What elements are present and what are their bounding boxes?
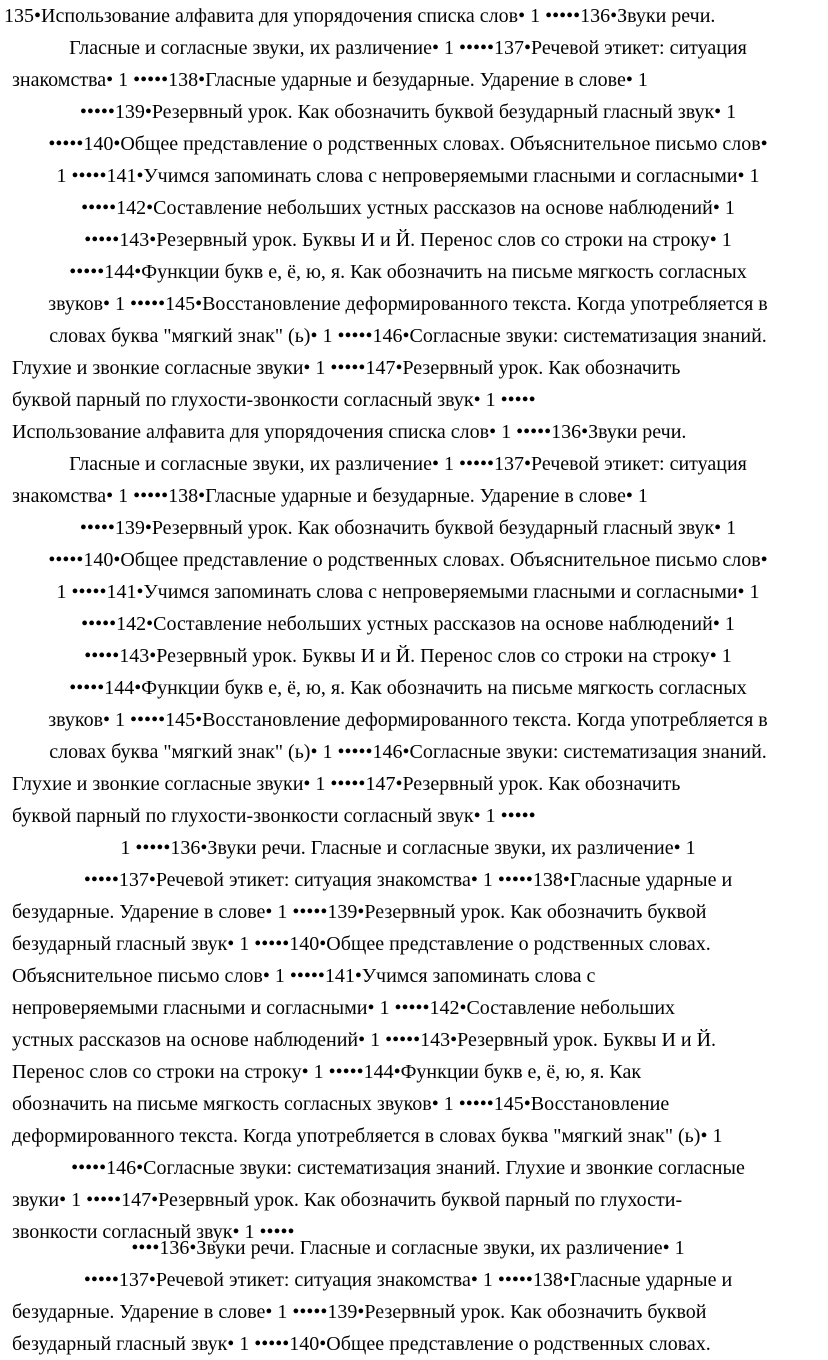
text-line: звуков• 1 •••••145•Восстановление деформированного текста. Когда употребляется в bbox=[48, 293, 768, 315]
text-line: знакомства• 1 •••••138•Гласные ударные и безударные. Ударение в слове• 1 bbox=[12, 69, 648, 91]
text-line: 135•Использование алфавита для упорядочения списка слов• 1 •••••136•Звуки речи. bbox=[4, 5, 716, 27]
text-line: безударный гласный звук• 1 •••••140•Общее представление о родственных словах. bbox=[12, 1333, 711, 1355]
text-line: Глухие и звонкие согласные звуки• 1 •••••147•Резервный урок. Как обозначить bbox=[12, 773, 681, 795]
text-line: •••••143•Резервный урок. Буквы И и Й. Перенос слов со строки на строку• 1 bbox=[84, 645, 732, 667]
text-line: безударный гласный звук• 1 •••••140•Общее представление о родственных словах. bbox=[12, 933, 711, 955]
text-line: устных рассказов на основе наблюдений• 1 •••••143•Резервный урок. Буквы И и Й. bbox=[12, 1029, 717, 1051]
text-line: Гласные и согласные звуки, их различение• 1 •••••137•Речевой этикет: ситуация bbox=[69, 453, 747, 475]
text-line: •••••139•Резервный урок. Как обозначить буквой безударный гласный звук• 1 bbox=[79, 101, 737, 123]
text-line: •••••143•Резервный урок. Буквы И и Й. Перенос слов со строки на строку• 1 bbox=[84, 229, 732, 251]
text-line: •••••139•Резервный урок. Как обозначить буквой безударный гласный звук• 1 bbox=[79, 517, 737, 539]
text-line: непроверяемыми гласными и согласными• 1 •••••142•Составление небольших bbox=[12, 997, 676, 1019]
text-line: Объяснительное письмо слов• 1 •••••141•Учимся запоминать слова с bbox=[12, 965, 596, 987]
text-line: обозначить на письме мягкость согласных звуков• 1 •••••145•Восстановление bbox=[12, 1093, 670, 1115]
text-line: Глухие и звонкие согласные звуки• 1 •••••147•Резервный урок. Как обозначить bbox=[12, 357, 681, 379]
text-line: •••••142•Составление небольших устных рассказов на основе наблюдений• 1 bbox=[81, 613, 735, 635]
text-line: 1 •••••141•Учимся запоминать слова с непроверяемыми гласными и согласными• 1 bbox=[56, 165, 760, 187]
text-line: •••••137•Речевой этикет: ситуация знакомства• 1 •••••138•Гласные ударные и bbox=[83, 869, 733, 891]
text-line: звуки• 1 •••••147•Резервный урок. Как обозначить буквой парный по глухости- bbox=[12, 1189, 683, 1211]
text-line: Перенос слов со строки на строку• 1 •••••144•Функции букв е, ё, ю, я. Как bbox=[12, 1061, 642, 1083]
text-line: •••••146•Согласные звуки: систематизация знаний. Глухие и звонкие согласные bbox=[71, 1157, 745, 1179]
text-line: безударные. Ударение в слове• 1 •••••139•Резервный урок. Как обозначить буквой bbox=[12, 1301, 707, 1323]
text-line: 1 •••••141•Учимся запоминать слова с непроверяемыми гласными и согласными• 1 bbox=[56, 581, 760, 603]
text-line: словах буква "мягкий знак" (ь)• 1 •••••146•Согласные звуки: систематизация знаний. bbox=[49, 325, 767, 347]
text-line: •••••142•Составление небольших устных рассказов на основе наблюдений• 1 bbox=[81, 197, 735, 219]
text-line: •••••144•Функции букв е, ё, ю, я. Как обозначить на письме мягкость согласных bbox=[69, 261, 747, 283]
text-line: знакомства• 1 •••••138•Гласные ударные и безударные. Ударение в слове• 1 bbox=[12, 485, 648, 507]
text-line: •••••137•Речевой этикет: ситуация знакомства• 1 •••••138•Гласные ударные и bbox=[83, 1269, 733, 1291]
text-line: буквой парный по глухости-звонкости согласный звук• 1 ••••• bbox=[12, 389, 536, 411]
text-line: буквой парный по глухости-звонкости согласный звук• 1 ••••• bbox=[12, 805, 536, 827]
text-line: безударные. Ударение в слове• 1 •••••139•Резервный урок. Как обозначить буквой bbox=[12, 901, 707, 923]
text-line: •••••140•Общее представление о родственных словах. Объяснительное письмо слов• bbox=[48, 133, 768, 155]
text-line: Гласные и согласные звуки, их различение• 1 •••••137•Речевой этикет: ситуация bbox=[69, 37, 747, 59]
text-line: 1 •••••136•Звуки речи. Гласные и согласные звуки, их различение• 1 bbox=[120, 837, 696, 859]
text-line: Использование алфавита для упорядочения списка слов• 1 •••••136•Звуки речи. bbox=[12, 421, 687, 443]
text-line: •••••140•Общее представление о родственных словах. Объяснительное письмо слов• bbox=[48, 549, 768, 571]
text-line: деформированного текста. Когда употребляется в словах буква "мягкий знак" (ь)• 1 bbox=[12, 1125, 723, 1147]
text-line: ••••136•Звуки речи. Гласные и согласные звуки, их различение• 1 bbox=[131, 1237, 685, 1259]
text-line: звуков• 1 •••••145•Восстановление деформированного текста. Когда употребляется в bbox=[48, 709, 768, 731]
text-line: звонкости согласный звук• 1 ••••• bbox=[12, 1221, 295, 1243]
text-line: •••••144•Функции букв е, ё, ю, я. Как обозначить на письме мягкость согласных bbox=[69, 677, 747, 699]
text-line: словах буква "мягкий знак" (ь)• 1 •••••146•Согласные звуки: систематизация знаний. bbox=[49, 741, 767, 763]
